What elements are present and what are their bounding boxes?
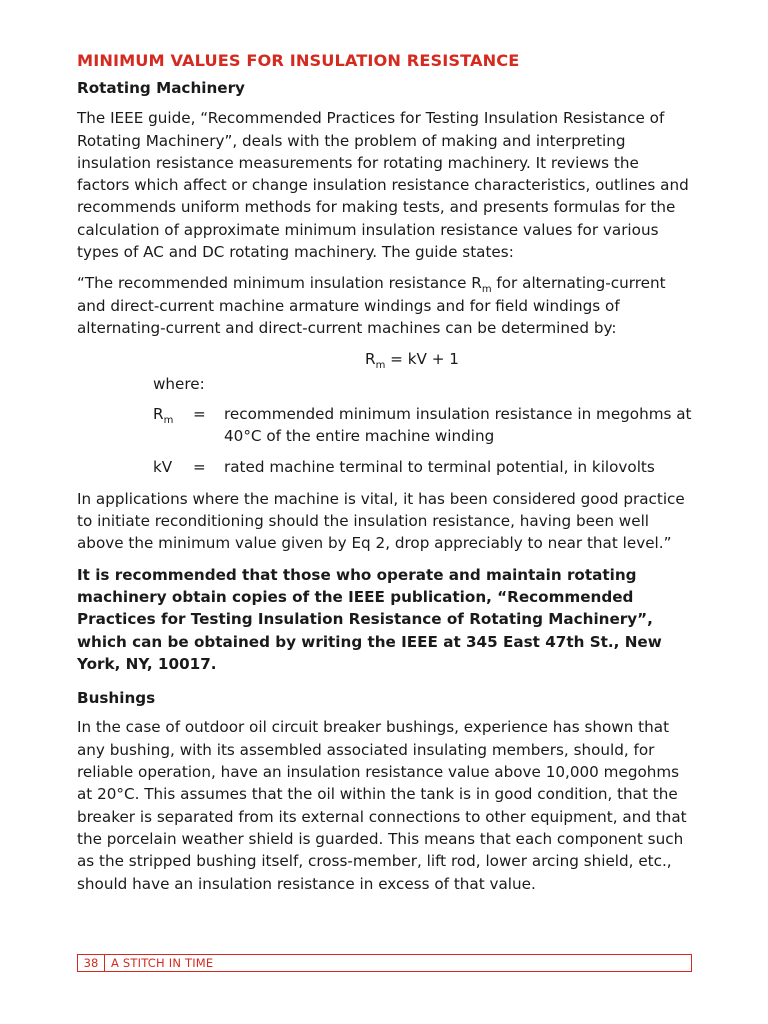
page-footer [77,954,692,972]
definition-equals: = [193,458,206,477]
definition-text: rated machine terminal to terminal potential, in kilovolts [224,458,655,477]
definition-term-symbol: kV [153,458,173,477]
page-title: MINIMUM VALUES FOR INSULATION RESISTANCE [77,51,520,70]
section-heading-rotating-machinery: Rotating Machinery [77,79,245,97]
formula [77,348,695,370]
paragraph-quote [77,272,695,339]
quote-text-end: for alternating-current and direct-current machine armature windings and for field windings of alternating-current and direct-current machines can be determined by: [77,274,666,337]
definition-row [153,456,695,478]
paragraph-reconditioning: In applications where the machine is vital, it has been considered good practice to initiate reconditioning should the insulation resistance, having been well above the minimum value given by Eq 2, drop appreciably to near that level.” [77,489,685,553]
footer-book-title: A STITCH IN TIME [111,956,214,970]
definition-term-subscript: m [163,414,174,426]
definition-text: recommended minimum insulation resistance in megohms at 40°C of the entire machine winding [224,404,692,446]
section-heading-bushings: Bushings [77,689,156,708]
definition-equals: = [193,404,206,423]
definitions-list [153,403,695,479]
definition-row [153,403,695,448]
document-page [77,50,695,904]
paragraph-bushings: In the case of outdoor oil circuit breaker bushings, experience has shown that any bushing, with its assembled associated insulating members, should, for reliable operation, have an insulation resistance value above 10,000 megohms at 20°C. This assumes that the oil within the tank is in good condition, that the breaker is separated from its external connections to other equipment, and that the porcelain weather shield is guarded. This means that each component such as the stripped bushing itself, cross-member, lift rod, lower arcing shield, etc., should have an insulation resistance in excess of that value. [77,718,687,893]
formula-rhs: = kV + 1 [385,350,459,369]
quote-subscript: m [481,284,492,296]
where-label: where: [153,374,205,393]
formula-subscript: m [375,360,386,372]
formula-symbol: R [365,350,376,369]
paragraph-ieee-guide: The IEEE guide, “Recommended Practices for Testing Insulation Resistance of Rotating Machinery”, deals with the problem of making and interpreting insulation resistance measurements for rotating machinery. It reviews the factors which affect or change insulation resistance characteristics, outlines and recommends uniform methods for making tests, and presents formulas for the calculation of approximate minimum insulation resistance values for various types of AC and DC rotating machinery. The guide states: [77,109,689,262]
paragraph-recommendation: It is recommended that those who operate and maintain rotating machinery obtain copies of the IEEE publication, “Recommended Practices for Testing Insulation Resistance of Rotating Machinery”, which can be obtained by writing the IEEE at 345 East 47th St., New York, NY, 10017. [77,565,662,673]
definition-term [153,403,193,448]
page-number: 38 [78,955,105,971]
definition-term [153,456,193,478]
quote-text-start: “The recommended minimum insulation resistance R [77,274,482,293]
definition-term-symbol: R [153,404,164,423]
